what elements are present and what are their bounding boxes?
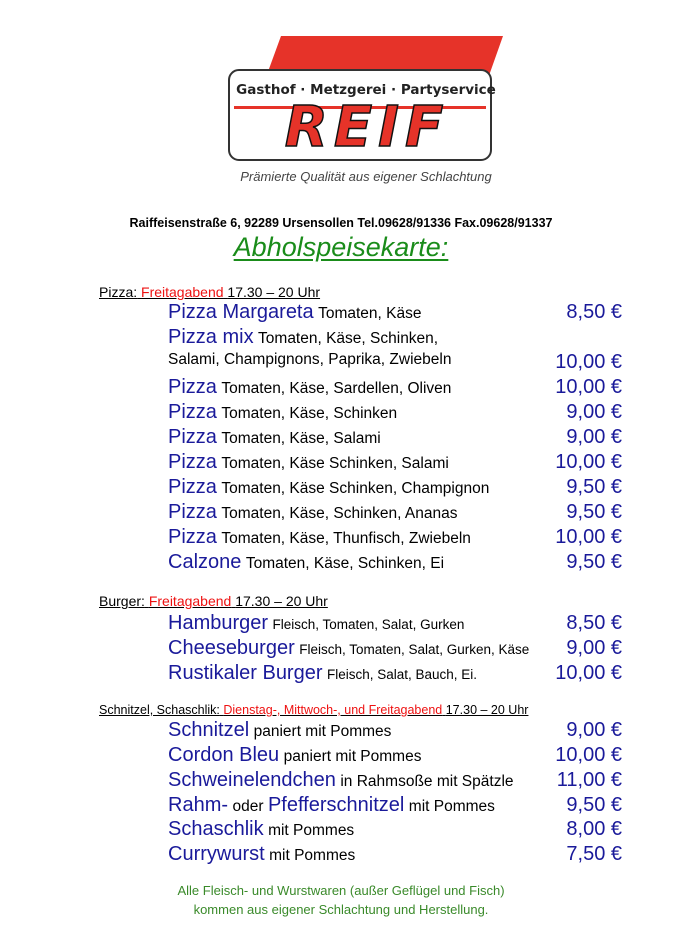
section-time: 17.30 – 20 Uhr — [235, 593, 328, 609]
item-name: Pizza Margareta — [168, 301, 314, 323]
menu-item — [168, 637, 622, 662]
item-name: Schnitzel — [168, 719, 250, 741]
menu-item — [168, 551, 622, 576]
item-name: Pizza — [168, 526, 217, 548]
menu-item — [168, 843, 622, 868]
item-name: Calzone — [168, 551, 242, 573]
item-price: 8,50 € — [566, 612, 622, 634]
item-price: 10,00 € — [555, 451, 622, 473]
menu-item — [168, 526, 622, 551]
item-desc: Tomaten, Käse, Sardellen, Oliven — [221, 380, 452, 397]
menu-item — [168, 612, 622, 637]
section-time: 17.30 – 20 Uhr — [227, 284, 321, 300]
item-desc: mit Pommes — [269, 847, 356, 864]
menu-item — [168, 662, 622, 687]
section-label: Schnitzel, Schaschlik: — [99, 703, 220, 717]
item-desc: Tomaten, Käse, Schinken, Ei — [245, 555, 445, 572]
item-desc: Tomaten, Käse, Thunfisch, Zwiebeln — [221, 530, 471, 547]
item-price: 10,00 € — [555, 376, 622, 398]
item-desc: Fleisch, Tomaten, Salat, Gurken, Käse — [299, 642, 530, 657]
menu-item — [168, 401, 622, 426]
item-name: Cheeseburger — [168, 637, 295, 659]
logo-tagline: Gasthof · Metzgerei · Partyservice — [236, 82, 496, 98]
item-name: Pizza — [168, 376, 217, 398]
section-heading-pizza — [99, 284, 320, 300]
item-name: Rustikaler Burger — [168, 662, 323, 684]
item-name: Pizza mix — [168, 326, 254, 348]
item-name: Cordon Bleu — [168, 744, 280, 766]
item-desc: Fleisch, Salat, Bauch, Ei. — [326, 667, 478, 682]
item-name: Schweinelendchen — [168, 769, 336, 791]
item-price: 10,00 € — [555, 351, 622, 373]
section-heading-schnitzel — [99, 703, 528, 717]
item-price: 9,00 € — [566, 719, 622, 741]
item-price: 8,00 € — [566, 818, 622, 840]
menu-item — [168, 719, 622, 744]
menu-item — [168, 476, 622, 501]
footer-note-line1: Alle Fleisch- und Wurstwaren (außer Geflügel und Fisch) — [177, 883, 505, 898]
item-desc: mit Pommes — [268, 822, 355, 839]
item-price: 9,00 € — [566, 426, 622, 448]
item-name: Pizza — [168, 451, 217, 473]
item-name: Currywurst — [168, 843, 265, 865]
item-price: 9,50 € — [566, 476, 622, 498]
reif-logo — [226, 36, 506, 192]
section-label: Pizza: — [99, 284, 138, 300]
address-line: Raiffeisenstraße 6, 92289 Ursensollen Tel.09628/91336 Fax.09628/91337 — [129, 216, 553, 230]
item-desc: Tomaten, Käse, Schinken — [221, 405, 398, 422]
item-price: 8,50 € — [566, 301, 622, 323]
item-desc: paniert mit Pommes — [253, 723, 392, 740]
item-desc: in Rahmsoße mit Spätzle — [340, 773, 514, 790]
menu-item — [168, 501, 622, 526]
item-desc: Salami, Champignons, Paprika, Zwiebeln — [168, 351, 452, 368]
item-name-alt: Pfefferschnitzel — [267, 794, 405, 816]
section-days: Freitagabend — [141, 284, 224, 300]
item-price: 11,00 € — [556, 769, 622, 791]
item-price: 9,00 € — [566, 637, 622, 659]
menu-item — [168, 351, 622, 376]
menu-item — [168, 426, 622, 451]
item-price: 9,00 € — [566, 401, 622, 423]
item-desc: Fleisch, Tomaten, Salat, Gurken — [272, 617, 465, 632]
item-name: Pizza — [168, 501, 217, 523]
menu-item — [168, 451, 622, 476]
item-desc: Tomaten, Käse, Schinken, Ananas — [221, 505, 458, 522]
section-days: Freitagabend — [148, 593, 232, 609]
menu-item — [168, 794, 622, 819]
page-title: Abholspeisekarte: — [233, 232, 449, 262]
item-price: 9,50 € — [566, 551, 622, 573]
item-name: Pizza — [168, 426, 217, 448]
item-price: 10,00 € — [555, 662, 622, 684]
section-time: 17.30 – 20 Uhr — [445, 703, 529, 717]
item-name: Rahm- — [168, 794, 229, 816]
item-price: 7,50 € — [566, 843, 622, 865]
logo-slogan: Prämierte Qualität aus eigener Schlachtung — [240, 169, 492, 184]
menu-item — [168, 818, 622, 843]
item-connector: oder — [232, 798, 264, 815]
item-price: 10,00 € — [555, 744, 622, 766]
logo-brand: REIF — [284, 95, 450, 160]
item-price: 9,50 € — [566, 794, 622, 816]
item-desc: Tomaten, Käse Schinken, Champignon — [221, 480, 490, 497]
section-label: Burger: — [99, 593, 145, 609]
section-heading-burger — [99, 593, 328, 609]
item-name: Pizza — [168, 476, 217, 498]
item-name: Pizza — [168, 401, 217, 423]
item-name: Hamburger — [168, 612, 269, 634]
item-name: Schaschlik — [168, 818, 264, 840]
item-desc: Tomaten, Käse, Schinken, — [258, 330, 439, 347]
menu-item — [168, 301, 622, 326]
item-desc: Tomaten, Käse — [318, 305, 422, 322]
section-days: Dienstag-, Mittwoch-, und Freitagabend — [223, 703, 443, 717]
item-desc: Tomaten, Käse Schinken, Salami — [221, 455, 449, 472]
menu-item — [168, 376, 622, 401]
item-desc: paniert mit Pommes — [283, 748, 422, 765]
item-price: 10,00 € — [555, 526, 622, 548]
menu-item — [168, 326, 622, 351]
item-desc: mit Pommes — [408, 798, 495, 815]
footer-note-line2: kommen aus eigener Schlachtung und Herstellung. — [193, 902, 489, 917]
item-price: 9,50 € — [566, 501, 622, 523]
item-desc: Tomaten, Käse, Salami — [221, 430, 381, 447]
menu-item — [168, 744, 622, 769]
menu-item — [168, 769, 622, 794]
